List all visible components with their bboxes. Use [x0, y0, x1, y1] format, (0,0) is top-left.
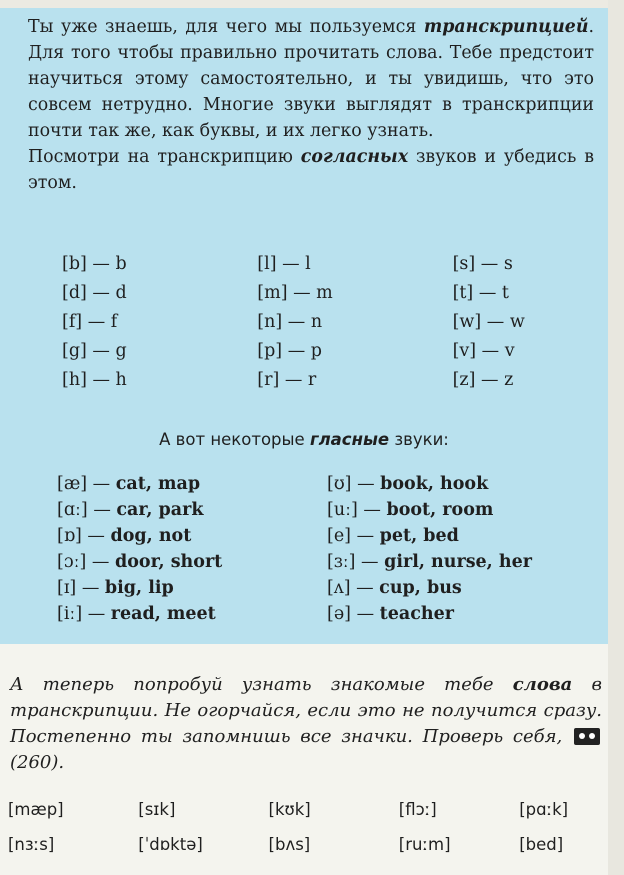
table-row [8, 800, 608, 835]
transcription-word: [sɪk] [138, 800, 176, 819]
vowel-cell: [ɑː] — car, park [57, 500, 204, 520]
cassette-icon [574, 728, 600, 745]
consonant-cell: [t] — t [452, 283, 509, 303]
vowel-cell: [ʌ] — cup, bus [327, 578, 462, 598]
vowel-cell: [uː] — boot, room [327, 500, 494, 520]
table-row [62, 341, 602, 370]
consonant-cell: [p] — p [257, 341, 322, 361]
vowel-cell: [ɒ] — dog, not [57, 526, 192, 546]
vowels-heading: А вот некоторые гласные звуки: [159, 430, 449, 449]
consonants-table [62, 254, 602, 399]
transcription-word: [nɜːs] [8, 835, 55, 854]
vowel-cell: [ɔː] — door, short [57, 552, 223, 572]
task-instructions: А теперь попробуй узнать знакомые тебе слова в транскрипции. Не огорчайся, если это не получится сразу. Постепенно ты запомнишь все значки. Проверь себя, (260). [10, 674, 602, 773]
table-row [62, 312, 602, 341]
table-row [57, 552, 597, 578]
consonant-cell: [v] — v [452, 341, 515, 361]
page-edge [0, 0, 624, 8]
vowel-cell: [ɪ] — big, lip [57, 578, 174, 598]
table-row [57, 604, 597, 630]
consonant-cell: [h] — h [62, 370, 127, 390]
consonant-cell: [n] — n [257, 312, 323, 332]
consonant-cell: [d] — d [62, 283, 127, 303]
table-row [62, 283, 602, 312]
intro-text [28, 14, 594, 196]
transcription-word: [bʌs] [268, 835, 311, 854]
vowel-cell: [iː] — read, meet [57, 604, 216, 624]
vowel-cell: [e] — pet, bed [327, 526, 459, 546]
page-margin [608, 0, 624, 875]
vowel-cell: [ʊ] — book, hook [327, 474, 489, 494]
transcription-word: [mæp] [8, 800, 64, 819]
transcription-word: [kʊk] [268, 800, 311, 819]
consonant-cell: [w] — w [452, 312, 525, 332]
consonant-cell: [f] — f [62, 312, 118, 332]
vowel-cell: [ə] — teacher [327, 604, 454, 624]
consonant-cell: [z] — z [452, 370, 514, 390]
table-row [57, 474, 597, 500]
vowel-cell: [ɜː] — girl, nurse, her [327, 552, 532, 572]
transcription-word: [ˈdɒktə] [138, 835, 203, 854]
intro-paragraph-1: Ты уже знаешь, для чего мы пользуемся транскрипцией. Для того чтобы правильно прочитать слова. Тебе предстоит научиться этому самостоятельно, и ты увидишь, что это совсем нетрудно. Многие звуки выглядят в транскрипции почти так же, как буквы, и их легко узнать. [28, 17, 594, 141]
consonant-cell: [m] — m [257, 283, 333, 303]
intro-paragraph-2: Посмотри на транскрипцию согласных звуков и убедись в этом. [28, 147, 595, 193]
consonant-cell: [r] — r [257, 370, 317, 390]
vowels-table [57, 474, 597, 630]
transcription-word: [flɔː] [398, 800, 437, 819]
vowel-cell: [æ] — cat, map [57, 474, 201, 494]
table-row [57, 526, 597, 552]
consonant-cell: [s] — s [452, 254, 513, 274]
transcription-words [8, 800, 608, 870]
transcription-word: [pɑːk] [519, 800, 569, 819]
table-row [57, 500, 597, 526]
table-row [8, 835, 608, 870]
transcription-word: [bed] [519, 835, 564, 854]
table-row [62, 254, 602, 283]
consonant-cell: [g] — g [62, 341, 127, 361]
consonant-cell: [l] — l [257, 254, 311, 274]
table-row [62, 370, 602, 399]
table-row [57, 578, 597, 604]
consonant-cell: [b] — b [62, 254, 127, 274]
transcription-word: [ruːm] [398, 835, 451, 854]
